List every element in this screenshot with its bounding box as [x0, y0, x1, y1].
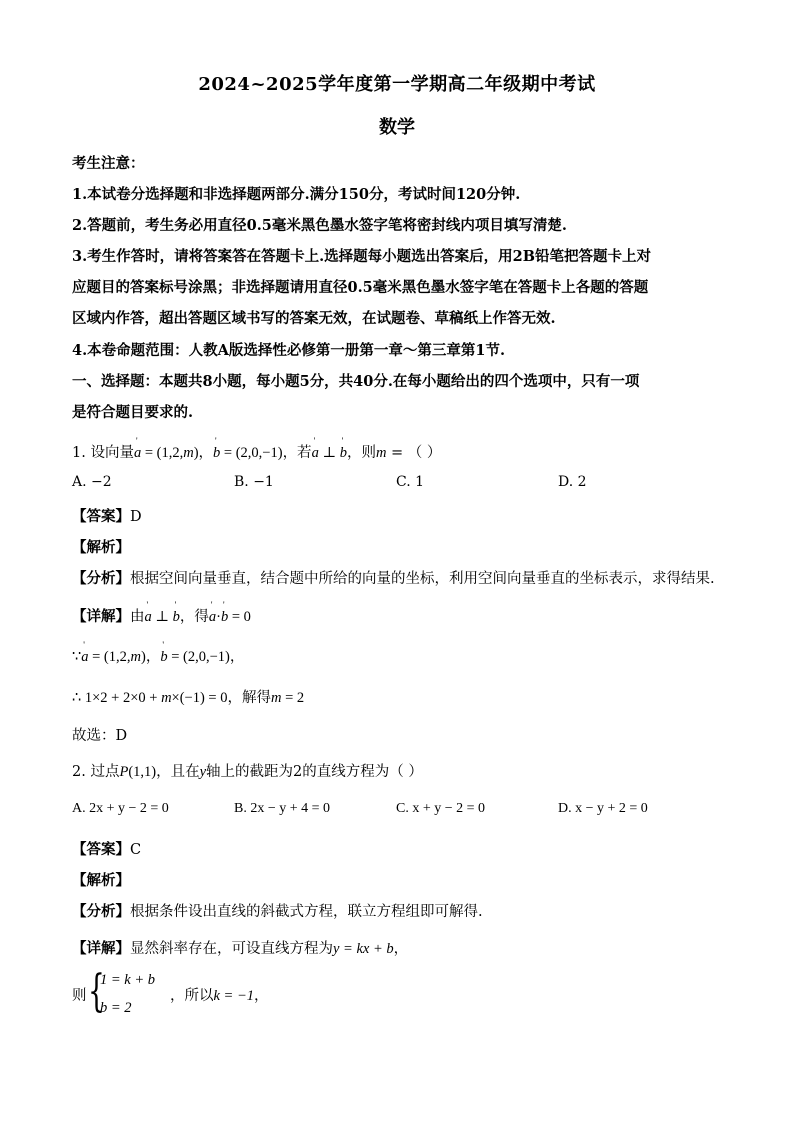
question-2-answer: 【答案】C [72, 841, 142, 858]
system-brace: { [88, 966, 105, 1017]
notice-item-3-cont-2: 区域内作答，超出答题区域书写的答案无效，在试题卷、草稿纸上作答无效. [72, 310, 556, 327]
question-1-option-b: B. −1 [234, 474, 274, 490]
notice-item-3-cont-1: 应题目的答案标号涂黑；非选择题请用直径0.5毫米黑色墨水签字笔在答题卡上各题的答题 [72, 279, 649, 296]
notice-item-1: 1.本试卷分选择题和非选择题两部分.满分150分，考试时间120分钟. [72, 186, 521, 203]
question-1-choose: 故选：D [72, 728, 128, 744]
question-1-fenxi: 【分析】根据空间向量垂直，结合题中所给的向量的坐标，利用空间向量垂直的坐标表示，求得结果. [72, 570, 715, 587]
question-1-solution: ∴ 1×2 + 2×0 + m×(−1) = 0，解得m = 2 [72, 690, 305, 706]
question-1-answer: 【答案】D [72, 508, 142, 525]
notice-item-3: 3.考生作答时，请将答案答在答题卡上.选择题每小题选出答案后，用2B铅笔把答题卡上对 [72, 248, 652, 265]
notice-item-4: 4.本卷命题范围：人教A版选择性必修第一册第一章～第三章第1节. [72, 342, 506, 359]
exam-title: 2024~2025学年度第一学期高二年级期中考试 [198, 74, 596, 95]
question-1-stem: 1. 设向量' a = (1,2,m)，' b = (2,0,−1)，若' a ⊥ ' b，则m = （ ） [72, 441, 441, 462]
notice-heading: 考生注意： [72, 155, 145, 172]
vector-b: ' b [213, 445, 220, 462]
question-1-analysis-label: 【解析】 [72, 539, 130, 556]
exam-subject: 数学 [379, 117, 415, 138]
question-1-given: ∵' a = (1,2,m)，' b = (2,0,−1)， [72, 645, 244, 666]
question-2-fenxi: 【分析】根据条件设出直线的斜截式方程，联立方程组即可解得. [72, 903, 483, 920]
notice-item-2: 2.答题前，考生务必用直径0.5毫米黑色墨水签字笔将密封线内项目填写清楚. [72, 217, 567, 234]
section-heading-line-2: 是符合题目要求的. [72, 404, 194, 421]
question-2-option-b: B. 2x − y + 4 = 0 [234, 801, 331, 816]
question-2-stem: 2. 过点P(1,1)，且在y轴上的截距为2的直线方程为（ ） [72, 764, 423, 780]
question-2-analysis-label: 【解析】 [72, 872, 130, 889]
question-2-equation-system: 则 { 1 = k + b b = 2 ，所以k = −1， [72, 966, 269, 1017]
question-1-option-c: C. 1 [396, 474, 425, 490]
question-2-option-c: C. x + y − 2 = 0 [396, 801, 486, 816]
question-2-option-d: D. x − y + 2 = 0 [558, 801, 648, 816]
section-heading-line-1: 一、选择题：本题共8小题，每小题5分，共40分.在每小题给出的四个选项中，只有一项 [72, 373, 640, 390]
question-1-option-a: A. −2 [72, 474, 112, 490]
question-2-detail: 【详解】显然斜率存在，可设直线方程为y = kx + b， [72, 940, 409, 957]
vector-a: ' a [134, 445, 141, 462]
question-2-option-a: A. 2x + y − 2 = 0 [72, 801, 169, 816]
question-1-option-d: D. 2 [558, 474, 587, 490]
question-1-detail: 【详解】由' a ⊥ ' b，得' a·' b = 0 [72, 605, 251, 626]
